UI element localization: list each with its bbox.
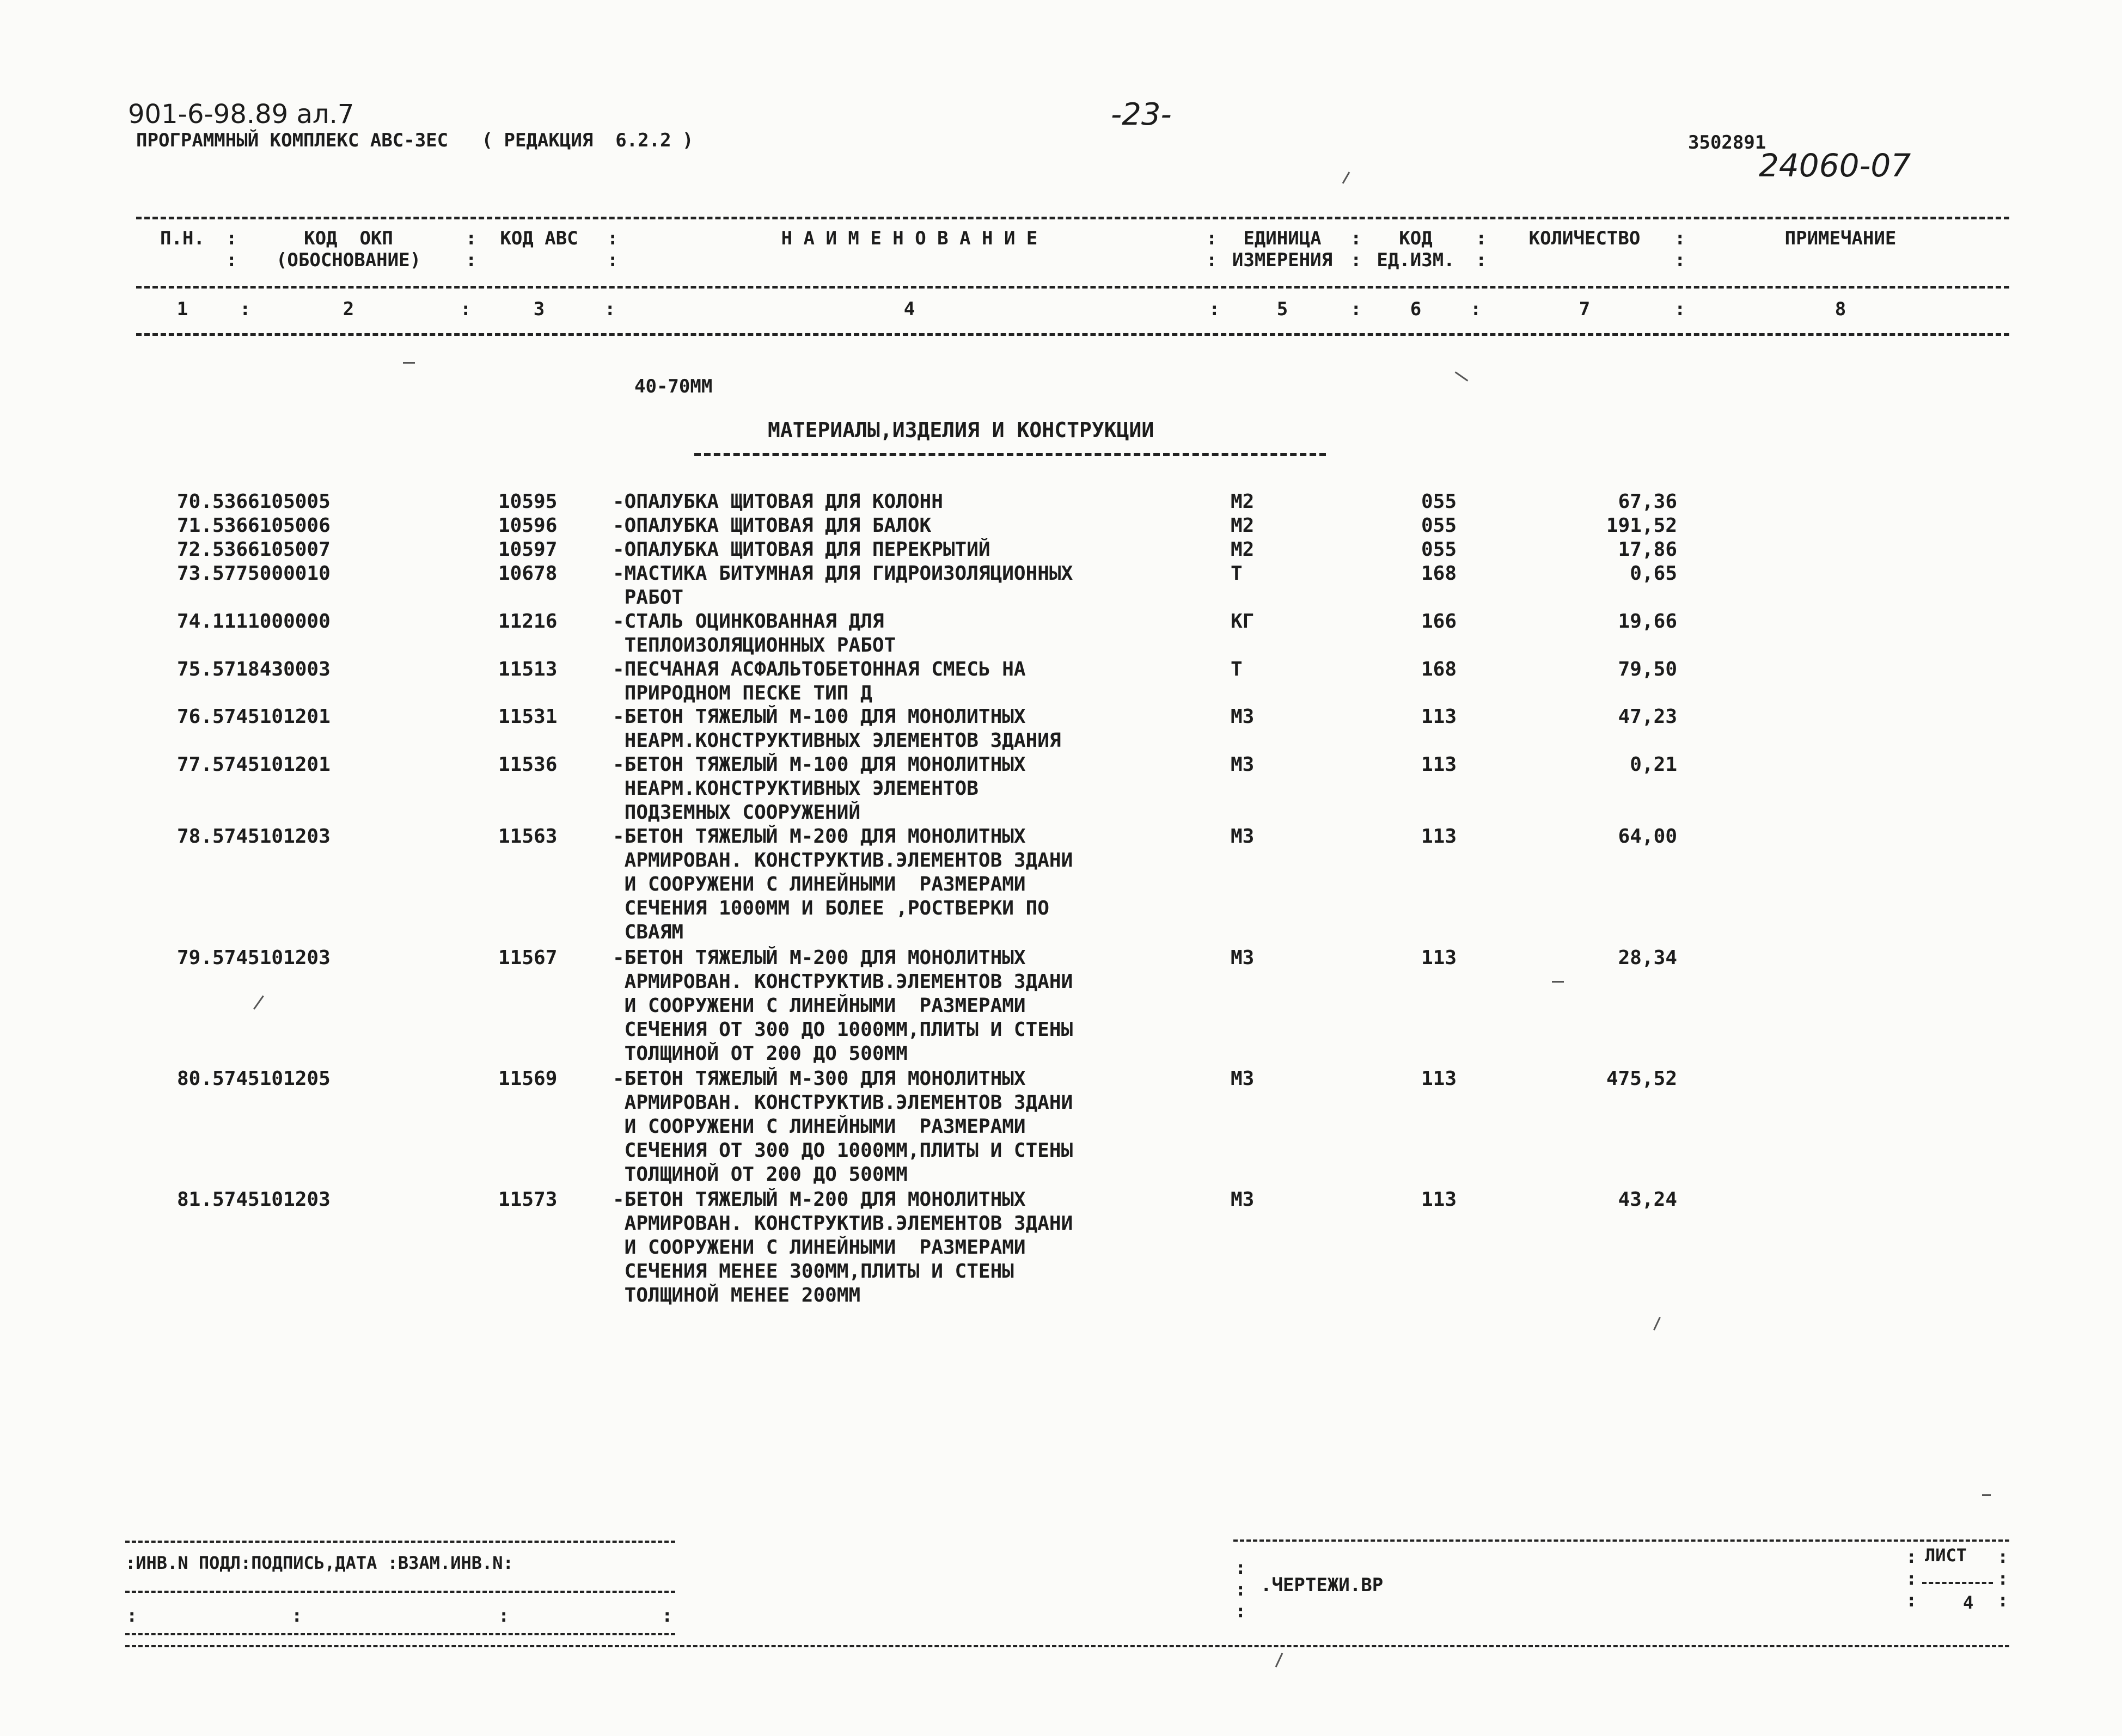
row-unit: М3 (1231, 947, 1255, 969)
row-unit-code: 113 (1421, 947, 1457, 969)
row-quantity: 47,23 (1618, 706, 1677, 728)
row-name: -БЕТОН ТЯЖЕЛЫЙ М-100 ДЛЯ МОНОЛИТНЫХ НЕАРМ.КОНСТРУКТИВНЫХ ЭЛЕМЕНТОВ ПОДЗЕМНЫХ СООРУЖЕНИЙ (613, 753, 1026, 824)
section-title: МАТЕРИАЛЫ,ИЗДЕЛИЯ И КОНСТРУКЦИИ (768, 418, 1154, 442)
row-unit: М2 (1231, 538, 1255, 561)
row-name: -БЕТОН ТЯЖЕЛЫЙ М-200 ДЛЯ МОНОЛИТНЫХ АРМИРОВАН. КОНСТРУКТИВ.ЭЛЕМЕНТОВ ЗДАНИ И СООРУЖЕНИ С ЛИНЕЙНЫМИ РАЗМЕРАМИ СЕЧЕНИЯ 1000ММ И БОЛЕЕ ,РОСТВЕРКИ ПО СВАЯМ (613, 825, 1073, 943)
row-name: -БЕТОН ТЯЖЕЛЫЙ М-200 ДЛЯ МОНОЛИТНЫХ АРМИРОВАН. КОНСТРУКТИВ.ЭЛЕМЕНТОВ ЗДАНИ И СООРУЖЕНИ С ЛИНЕЙНЫМИ РАЗМЕРАМИ СЕЧЕНИЯ МЕНЕЕ 300ММ,ПЛИТЫ И СТЕНЫ ТОЛЩИНОЙ МЕНЕЕ 200ММ (613, 1188, 1073, 1306)
scan-mark (1653, 1317, 1661, 1330)
row-pn: 75.5718430003 (177, 658, 331, 680)
row-unit: КГ (1231, 610, 1255, 633)
row-abc: 11573 (498, 1188, 558, 1211)
number-separator: : (1209, 298, 1220, 320)
column-header-2: КОД ОКП (ОБОСНОВАНИЕ) (276, 228, 421, 271)
row-quantity: 0,21 (1630, 753, 1677, 776)
row-name: -ОПАЛУБКА ЩИТОВАЯ ДЛЯ КОЛОНН (613, 490, 943, 513)
row-abc: 11513 (498, 658, 558, 680)
header-separator: : : (1206, 228, 1218, 271)
header-separator: : : (607, 228, 619, 271)
column-number-8: 8 (1834, 298, 1846, 320)
scan-mark (403, 362, 415, 364)
handwritten-code: 24060-07 (1759, 147, 1911, 184)
row-pn: 74.1111000000 (177, 610, 331, 633)
header-separator: : : (1476, 228, 1487, 271)
row-name: -ОПАЛУБКА ЩИТОВАЯ ДЛЯ ПЕРЕКРЫТИЙ (613, 538, 990, 561)
scan-mark (253, 995, 264, 1009)
registry-number: 3502891 (1688, 132, 1766, 154)
number-separator: : (1350, 298, 1362, 320)
stamp-sheet-number: 4 (1963, 1592, 1974, 1613)
column-number-4: 4 (903, 298, 915, 320)
row-pn: 70.5366105005 (177, 490, 331, 513)
page-number: -23- (1111, 97, 1172, 132)
column-number-2: 2 (343, 298, 354, 320)
row-pn: 77.5745101201 (177, 753, 331, 776)
row-quantity: 191,52 (1606, 514, 1677, 537)
column-header-7: КОЛИЧЕСТВО (1528, 228, 1641, 249)
stamp-left-labels: :ИНВ.N ПОДЛ:ПОДПИСЬ,ДАТА :ВЗАМ.ИНВ.N: (125, 1553, 513, 1573)
header-mid-rule (136, 286, 2009, 289)
row-unit-code: 168 (1421, 658, 1457, 680)
row-pn: 81.5745101203 (177, 1188, 331, 1211)
row-abc: 11536 (498, 753, 558, 776)
row-quantity: 0,65 (1630, 562, 1677, 585)
number-separator: : (240, 298, 251, 320)
row-unit-code: 166 (1421, 610, 1457, 633)
number-separator: : (460, 298, 472, 320)
row-unit-code: 113 (1421, 753, 1457, 776)
row-unit-code: 113 (1421, 1188, 1457, 1211)
continuation-text: 40-70ММ (634, 376, 713, 397)
stamp-left-top-rule (125, 1541, 675, 1543)
row-abc: 10596 (498, 514, 558, 537)
row-unit: М2 (1231, 490, 1255, 513)
stamp-left-bottom-rule (125, 1633, 675, 1635)
header-separator: : : (466, 228, 477, 271)
row-abc: 11216 (498, 610, 558, 633)
row-quantity: 43,24 (1618, 1188, 1677, 1211)
scan-mark (1552, 981, 1564, 983)
row-quantity: 67,36 (1618, 490, 1677, 513)
stamp-right-separator: : : : (1235, 1557, 1246, 1622)
row-unit: Т (1231, 562, 1243, 585)
row-abc: 11567 (498, 947, 558, 969)
software-line: ПРОГРАММНЫЙ КОМПЛЕКС АВС-3ЕС ( РЕДАКЦИЯ 6.2.2 ) (136, 130, 694, 151)
column-header-8: ПРИМЕЧАНИЕ (1784, 228, 1897, 249)
row-name: -МАСТИКА БИТУМНАЯ ДЛЯ ГИДРОИЗОЛЯЦИОННЫХ РАБОТ (613, 562, 1073, 609)
row-abc: 10595 (498, 490, 558, 513)
row-unit: М3 (1231, 753, 1255, 776)
row-quantity: 28,34 (1618, 947, 1677, 969)
row-unit: М3 (1231, 1068, 1255, 1090)
column-header-4: Н А И М Е Н О В А Н И Е (781, 228, 1038, 249)
stamp-left-separator: : (498, 1605, 510, 1627)
scan-mark (1982, 1494, 1991, 1496)
row-quantity: 17,86 (1618, 538, 1677, 561)
column-number-6: 6 (1410, 298, 1422, 320)
row-pn: 78.5745101203 (177, 825, 331, 848)
row-pn: 79.5745101203 (177, 947, 331, 969)
stamp-sheet-separator: : : : (1906, 1546, 1917, 1611)
row-unit-code: 113 (1421, 1068, 1457, 1090)
scan-mark (1342, 171, 1350, 183)
column-header-5: ЕДИНИЦА ИЗМЕРЕНИЯ (1232, 228, 1333, 271)
header-bottom-rule (136, 333, 2009, 336)
row-unit-code: 055 (1421, 538, 1457, 561)
row-pn: 71.5366105006 (177, 514, 331, 537)
row-pn: 72.5366105007 (177, 538, 331, 561)
row-unit: М2 (1231, 514, 1255, 537)
row-pn: 76.5745101201 (177, 706, 331, 728)
column-number-1: 1 (176, 298, 188, 320)
stamp-right-top-rule (1233, 1539, 2009, 1542)
row-name: -ОПАЛУБКА ЩИТОВАЯ ДЛЯ БАЛОК (613, 514, 932, 537)
scan-mark (1455, 371, 1469, 382)
row-name: -СТАЛЬ ОЦИНКОВАННАЯ ДЛЯ ТЕПЛОИЗОЛЯЦИОННЫХ РАБОТ (613, 610, 896, 657)
stamp-sheet-label: ЛИСТ (1925, 1545, 1967, 1566)
row-unit: М3 (1231, 825, 1255, 848)
column-header-3: КОД АВС (500, 228, 578, 249)
row-pn: 73.5775000010 (177, 562, 331, 585)
row-quantity: 64,00 (1618, 825, 1677, 848)
number-separator: : (1674, 298, 1686, 320)
row-unit: М3 (1231, 706, 1255, 728)
row-quantity: 79,50 (1618, 658, 1677, 680)
column-number-7: 7 (1579, 298, 1591, 320)
row-abc: 10678 (498, 562, 558, 585)
row-name: -БЕТОН ТЯЖЕЛЫЙ М-200 ДЛЯ МОНОЛИТНЫХ АРМИРОВАН. КОНСТРУКТИВ.ЭЛЕМЕНТОВ ЗДАНИ И СООРУЖЕНИ С ЛИНЕЙНЫМИ РАЗМЕРАМИ СЕЧЕНИЯ ОТ 300 ДО 1000ММ,ПЛИТЫ И СТЕНЫ ТОЛЩИНОЙ ОТ 200 ДО 500ММ (613, 947, 1073, 1065)
row-unit-code: 055 (1421, 490, 1457, 513)
row-unit: Т (1231, 658, 1243, 680)
row-abc: 11563 (498, 825, 558, 848)
row-abc: 11569 (498, 1068, 558, 1090)
stamp-sheet-separator: : : : (1997, 1546, 2009, 1611)
row-pn: 80.5745101205 (177, 1068, 331, 1090)
column-number-3: 3 (533, 298, 545, 320)
row-quantity: 19,66 (1618, 610, 1677, 633)
row-abc: 10597 (498, 538, 558, 561)
row-name: -БЕТОН ТЯЖЕЛЫЙ М-300 ДЛЯ МОНОЛИТНЫХ АРМИРОВАН. КОНСТРУКТИВ.ЭЛЕМЕНТОВ ЗДАНИ И СООРУЖЕНИ С ЛИНЕЙНЫМИ РАЗМЕРАМИ СЕЧЕНИЯ ОТ 300 ДО 1000ММ,ПЛИТЫ И СТЕНЫ ТОЛЩИНОЙ ОТ 200 ДО 500ММ (613, 1068, 1073, 1186)
stamp-drawing-title: .ЧЕРТЕЖИ.ВР (1261, 1574, 1384, 1596)
header-separator: : : (1350, 228, 1362, 271)
section-underline (694, 453, 1326, 456)
column-number-5: 5 (1276, 298, 1288, 320)
header-separator: : : (226, 228, 237, 271)
row-unit-code: 113 (1421, 825, 1457, 848)
column-header-6: КОД ЕД.ИЗМ. (1377, 228, 1455, 271)
row-name: -БЕТОН ТЯЖЕЛЫЙ М-100 ДЛЯ МОНОЛИТНЫХ НЕАРМ.КОНСТРУКТИВНЫХ ЭЛЕМЕНТОВ ЗДАНИЯ (613, 706, 1061, 752)
row-unit-code: 113 (1421, 706, 1457, 728)
number-separator: : (604, 298, 616, 320)
header-top-rule (136, 217, 2009, 219)
scan-mark (1275, 1653, 1283, 1667)
row-unit: М3 (1231, 1188, 1255, 1211)
row-quantity: 475,52 (1606, 1068, 1677, 1090)
stamp-left-separator: : (126, 1605, 138, 1627)
row-unit-code: 055 (1421, 514, 1457, 537)
stamp-bottom-rule (125, 1645, 2009, 1647)
document-code: 901-6-98.89 ал.7 (128, 99, 354, 130)
header-separator: : : (1674, 228, 1686, 271)
row-name: -ПЕСЧАНАЯ АСФАЛЬТОБЕТОННАЯ СМЕСЬ НА ПРИРОДНОМ ПЕСКЕ ТИП Д (613, 658, 1026, 704)
stamp-left-separator: : (662, 1605, 673, 1627)
row-abc: 11531 (498, 706, 558, 728)
column-header-1: П.Н. (160, 228, 205, 249)
stamp-sheet-divider (1922, 1582, 1993, 1584)
stamp-left-mid-rule (125, 1591, 675, 1593)
number-separator: : (1470, 298, 1482, 320)
stamp-left-separator: : (291, 1605, 303, 1627)
row-unit-code: 168 (1421, 562, 1457, 585)
